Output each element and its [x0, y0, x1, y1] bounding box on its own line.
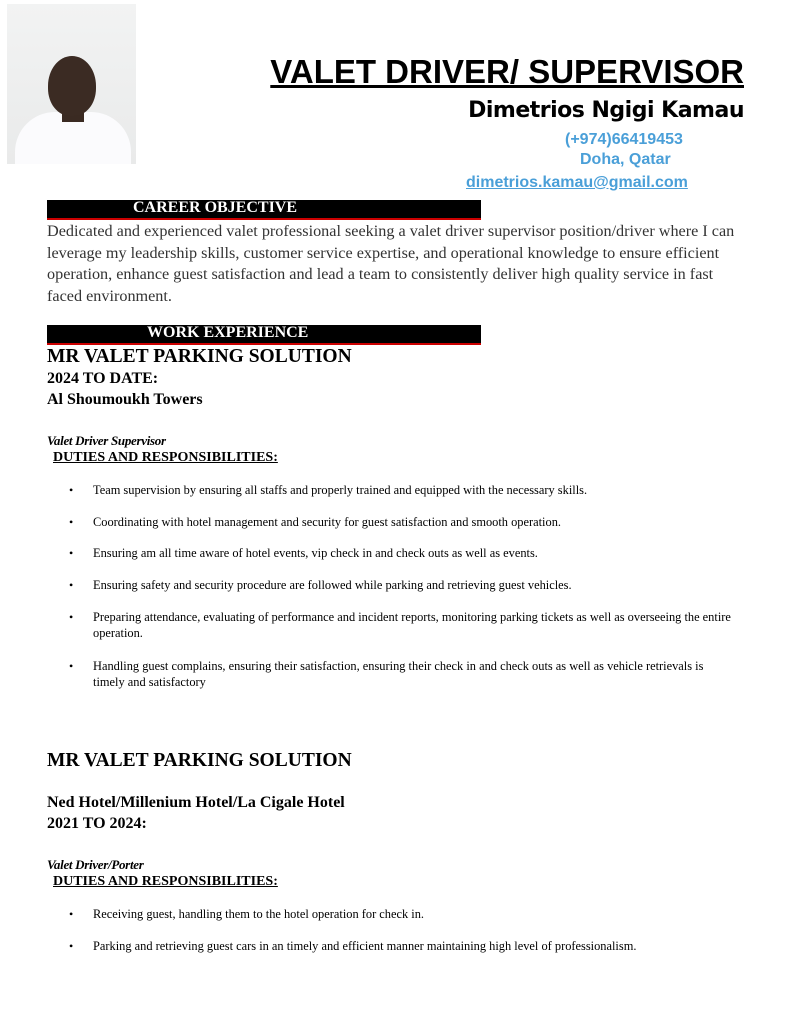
- email-link[interactable]: dimetrios.kamau@gmail.com: [466, 174, 688, 191]
- list-item: • Receiving guest, handling them to the hotel operation for check in.: [47, 907, 737, 923]
- job-1-duties-heading: DUTIES AND RESPONSIBILITIES:: [53, 450, 278, 465]
- job-2-company: MR VALET PARKING SOLUTION: [47, 750, 352, 771]
- job-1-company: MR VALET PARKING SOLUTION: [47, 346, 352, 367]
- career-objective-text: Dedicated and experienced valet professional seeking a valet driver supervisor position/driver where I can leverage my leadership skills, customer service expertise, and operational knowledge to ensure efficient operation, enhance guest satisfaction and lead a team to consistently deliver high quality service in fast faced environment.: [47, 222, 735, 305]
- location: Doha, Qatar: [580, 151, 671, 168]
- profile-photo: [7, 4, 136, 164]
- job-2-location: Ned Hotel/Millenium Hotel/La Cigale Hotel: [47, 794, 345, 811]
- list-item: • Handling guest complains, ensuring their satisfaction, ensuring their check in and check outs as well as vehicle retrievals is timely and satisfactory: [47, 659, 737, 690]
- photo-head: [48, 56, 96, 116]
- career-objective-heading-bar: [47, 200, 481, 220]
- phone-number: (+974)66419453: [565, 131, 683, 148]
- list-item: • Preparing attendance, evaluating of performance and incident reports, monitoring parking tickets as well as overseeing the entire operation.: [47, 610, 737, 641]
- work-experience-heading: WORK EXPERIENCE: [147, 324, 309, 341]
- job-1-location: Al Shoumoukh Towers: [47, 391, 203, 408]
- list-item: • Coordinating with hotel management and security for guest satisfaction and smooth operation.: [47, 515, 737, 531]
- job-1-role: Valet Driver Supervisor: [47, 433, 166, 448]
- job-2-period: 2021 TO 2024:: [47, 815, 147, 832]
- resume-title: VALET DRIVER/ SUPERVISOR: [270, 53, 744, 90]
- list-item: • Ensuring safety and security procedure are followed while parking and retrieving guest vehicles.: [47, 578, 737, 594]
- list-item: • Ensuring am all time aware of hotel events, vip check in and check outs as well as events.: [47, 546, 737, 562]
- list-item: • Parking and retrieving guest cars in an timely and efficient manner maintaining high level of professionalism.: [47, 939, 753, 955]
- list-item: • Team supervision by ensuring all staffs and properly trained and equipped with the necessary skills.: [47, 483, 737, 499]
- work-experience-heading-bar: [47, 325, 481, 345]
- job-2-role: Valet Driver/Porter: [47, 857, 144, 872]
- job-1-period: 2024 TO DATE:: [47, 370, 159, 387]
- candidate-name: Dimetrios Ngigi Kamau: [468, 98, 744, 123]
- career-objective-heading: CAREER OBJECTIVE: [133, 199, 298, 216]
- job-2-duties-heading: DUTIES AND RESPONSIBILITIES:: [53, 874, 278, 889]
